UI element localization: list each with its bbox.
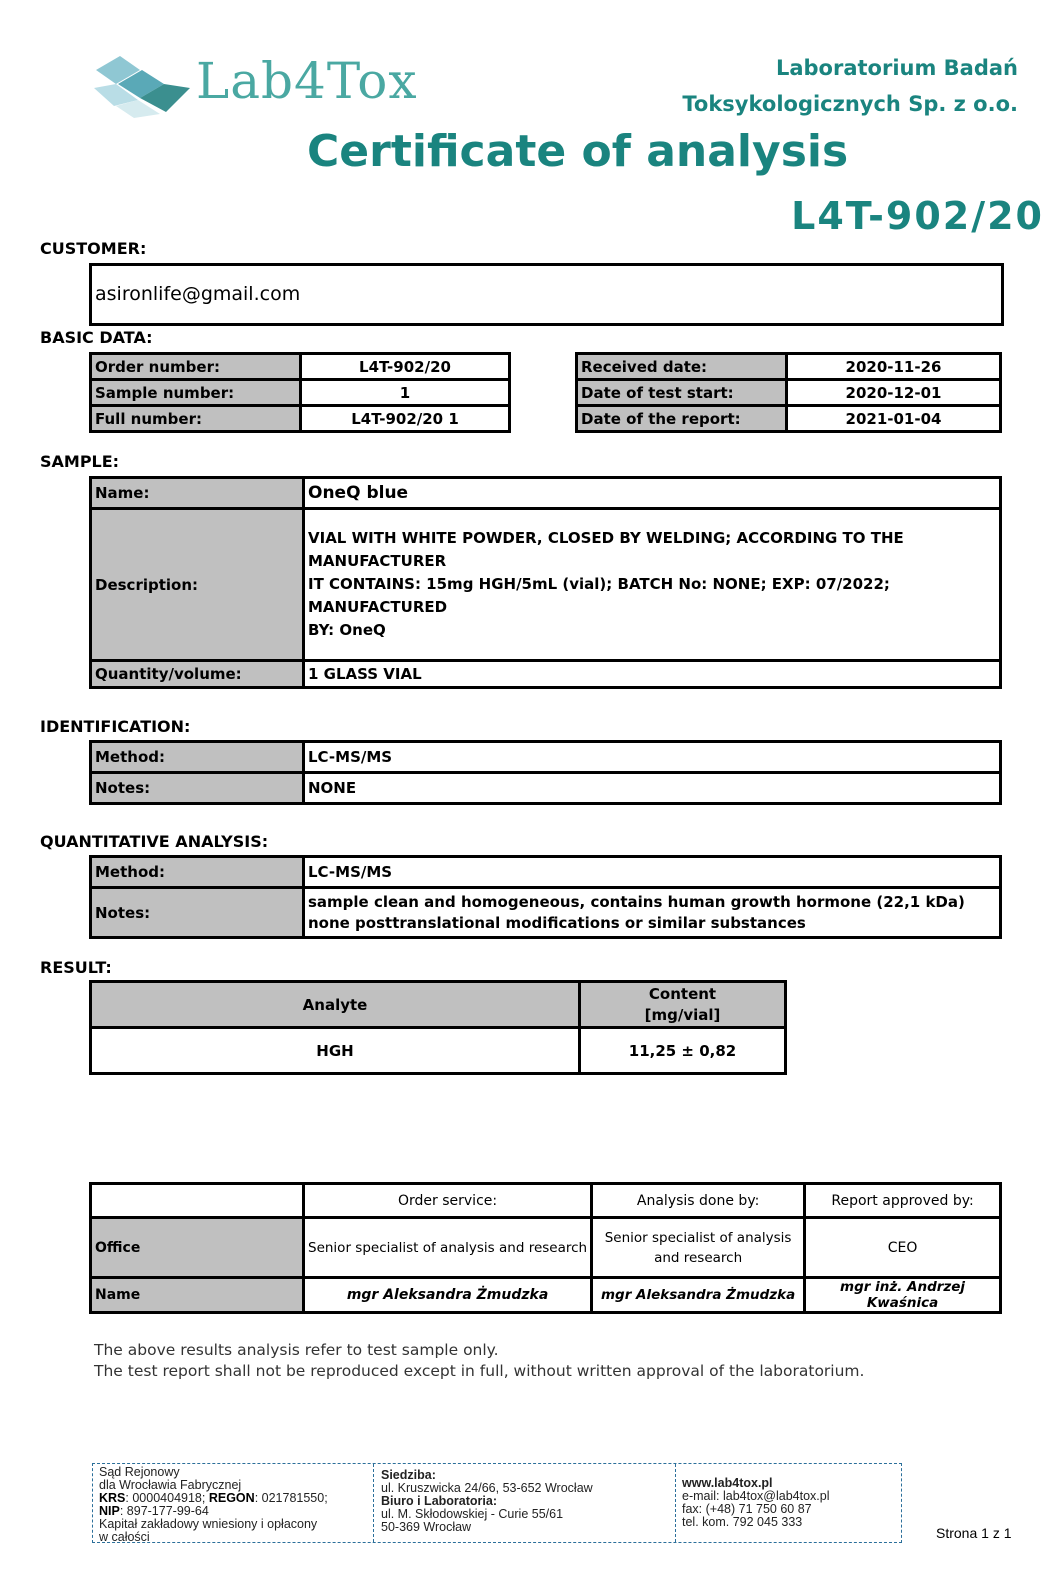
- report-approved-header: Report approved by:: [805, 1184, 1001, 1218]
- description-line-3: BY: OneQ: [308, 621, 386, 639]
- sample-description-label: Description:: [91, 509, 304, 661]
- basic-data-left-table: [89, 352, 511, 433]
- office-analysis-line-2: and research: [654, 1249, 743, 1266]
- identification-heading: IDENTIFICATION:: [40, 717, 191, 736]
- table-row: [91, 661, 1001, 688]
- sample-name-value: OneQ blue: [304, 478, 1001, 509]
- sample-name-label: Name:: [91, 478, 304, 509]
- regon-value: : 021781550;: [254, 1491, 328, 1505]
- table-row: [91, 1278, 1001, 1313]
- logo-mark-icon: [88, 48, 198, 122]
- office-approved-value: CEO: [805, 1218, 1001, 1278]
- notes-line-2: none posttranslational modifications or similar substances: [308, 913, 806, 932]
- footer: [92, 1463, 902, 1543]
- result-heading: RESULT:: [40, 958, 112, 977]
- signature-table: [89, 1182, 1002, 1314]
- full-number-value: L4T-902/20 1: [301, 406, 510, 432]
- content-column-header: [580, 982, 786, 1028]
- footer-seat-address: ul. Kruszwicka 24/66, 53-652 Wrocław: [381, 1481, 593, 1495]
- company-line-1: Laboratorium Badań: [775, 56, 1018, 80]
- table-row: [91, 857, 1001, 888]
- description-line-1: VIAL WITH WHITE POWDER, CLOSED BY WELDING; ACCORDING TO THE MANUFACTURER: [308, 529, 904, 570]
- identification-table: [89, 740, 1002, 805]
- description-line-2: IT CONTAINS: 15mg HGH/5mL (vial); BATCH No: NONE; EXP: 07/2022; MANUFACTURED: [308, 575, 890, 616]
- sample-number-label: Sample number:: [91, 380, 301, 406]
- regon-label: REGON: [208, 1491, 255, 1505]
- logo-text: Lab4Tox: [196, 52, 418, 110]
- footer-email: e-mail: lab4tox@lab4tox.pl: [682, 1489, 830, 1503]
- test-start-date-label: Date of test start:: [577, 380, 787, 406]
- name-label: Name: [91, 1278, 304, 1313]
- office-analysis-line-1: Senior specialist of analysis: [604, 1229, 792, 1246]
- table-row: [91, 742, 1001, 773]
- order-number-label: Order number:: [91, 354, 301, 380]
- result-table: [89, 980, 787, 1075]
- company-line-2: Toksykologicznych Sp. z o.o.: [682, 92, 1018, 116]
- disclaimer-line-1: The above results analysis refer to test sample only.: [94, 1341, 499, 1359]
- identification-notes-value: NONE: [304, 773, 1001, 804]
- office-label: Office: [91, 1218, 304, 1278]
- disclaimer-line-2: The test report shall not be reproduced except in full, without written approval of the laboratorium.: [94, 1362, 865, 1380]
- logo: [88, 48, 418, 122]
- footer-registry: [99, 1466, 369, 1544]
- sample-heading: SAMPLE:: [40, 452, 120, 471]
- footer-seat-heading: Siedziba:: [381, 1468, 436, 1482]
- content-value: 11,25 ± 0,82: [580, 1028, 786, 1074]
- sample-description-value: [304, 509, 1001, 661]
- footer-capital: Kapitał zakładowy wniesiony i opłacony: [99, 1517, 318, 1531]
- received-date-value: 2020-11-26: [787, 354, 1001, 380]
- notes-line-1: sample clean and homogeneous, contains human growth hormone (22,1 kDa): [308, 892, 965, 911]
- table-row: [91, 888, 1001, 938]
- sample-number-value: 1: [301, 380, 510, 406]
- table-row: [91, 380, 510, 406]
- report-date-label: Date of the report:: [577, 406, 787, 432]
- table-row: [91, 406, 510, 432]
- company-name: [598, 50, 1018, 122]
- table-row: [91, 1184, 1001, 1218]
- order-service-header: Order service:: [304, 1184, 592, 1218]
- footer-address: [381, 1469, 671, 1534]
- krs-value: : 0000404918;: [125, 1491, 206, 1505]
- signature-corner-cell: [91, 1184, 304, 1218]
- quantitative-heading: QUANTITATIVE ANALYSIS:: [40, 832, 269, 851]
- footer-capital-2: w całości: [99, 1530, 150, 1544]
- identification-method-value: LC-MS/MS: [304, 742, 1001, 773]
- footer-court: Sąd Rejonowy: [99, 1465, 180, 1479]
- analyte-value: HGH: [91, 1028, 580, 1074]
- name-analysis-value: mgr Aleksandra Żmudzka: [592, 1278, 805, 1313]
- office-analysis-value: [592, 1218, 805, 1278]
- name-order-value: mgr Aleksandra Żmudzka: [304, 1278, 592, 1313]
- quantitative-table: [89, 855, 1002, 939]
- quantitative-method-label: Method:: [91, 857, 304, 888]
- full-number-label: Full number:: [91, 406, 301, 432]
- footer-phone: tel. kom. 792 045 333: [682, 1515, 803, 1529]
- footer-contact: [682, 1477, 897, 1529]
- received-date-label: Received date:: [577, 354, 787, 380]
- identification-notes-label: Notes:: [91, 773, 304, 804]
- analysis-done-header: Analysis done by:: [592, 1184, 805, 1218]
- disclaimer: [94, 1340, 864, 1382]
- table-row: [91, 982, 786, 1028]
- content-header-line-2: [mg/vial]: [644, 1005, 721, 1024]
- table-row: [91, 478, 1001, 509]
- krs-label: KRS: [99, 1491, 126, 1505]
- content-header-line-1: Content: [648, 984, 717, 1003]
- customer-heading: CUSTOMER:: [40, 239, 147, 258]
- table-row: [91, 1218, 1001, 1278]
- footer-office-street: ul. M. Skłodowskiej - Curie 55/61: [381, 1507, 564, 1521]
- footer-website: www.lab4tox.pl: [682, 1476, 773, 1490]
- table-row: [91, 773, 1001, 804]
- report-date-value: 2021-01-04: [787, 406, 1001, 432]
- table-row: [91, 1028, 786, 1074]
- table-row: [577, 354, 1001, 380]
- test-start-date-value: 2020-12-01: [787, 380, 1001, 406]
- footer-divider: [675, 1464, 676, 1542]
- footer-office-heading: Biuro i Laboratoria:: [381, 1494, 497, 1508]
- certificate-number: L4T-902/20: [791, 194, 1044, 238]
- sample-table: [89, 476, 1002, 689]
- order-number-value: L4T-902/20: [301, 354, 510, 380]
- footer-fax: fax: (+48) 71 750 60 87: [682, 1502, 812, 1516]
- quantitative-notes-value: [304, 888, 1001, 938]
- customer-email-box: [89, 263, 1004, 326]
- table-row: [577, 406, 1001, 432]
- page-title: Certificate of analysis: [307, 126, 849, 177]
- name-approved-value: mgr inż. Andrzej Kwaśnica: [805, 1278, 1001, 1313]
- analyte-column-header: Analyte: [91, 982, 580, 1028]
- quantity-value: 1 GLASS VIAL: [304, 661, 1001, 688]
- page-number: Strona 1 z 1: [936, 1525, 1012, 1541]
- table-row: [91, 509, 1001, 661]
- footer-office-city: 50-369 Wrocław: [381, 1520, 472, 1534]
- table-row: [577, 380, 1001, 406]
- nip-label: NIP: [99, 1504, 120, 1518]
- identification-method-label: Method:: [91, 742, 304, 773]
- customer-email: asironlife@gmail.com: [95, 283, 301, 305]
- office-order-value: Senior specialist of analysis and research: [304, 1218, 592, 1278]
- footer-divider: [373, 1464, 374, 1542]
- footer-court-district: dla Wrocławia Fabrycznej: [99, 1478, 242, 1492]
- basic-data-right-table: [575, 352, 1002, 433]
- basic-data-heading: BASIC DATA:: [40, 328, 153, 347]
- quantitative-method-value: LC-MS/MS: [304, 857, 1001, 888]
- quantitative-notes-label: Notes:: [91, 888, 304, 938]
- nip-value: : 897-177-99-64: [119, 1504, 209, 1518]
- table-row: [91, 354, 510, 380]
- quantity-label: Quantity/volume:: [91, 661, 304, 688]
